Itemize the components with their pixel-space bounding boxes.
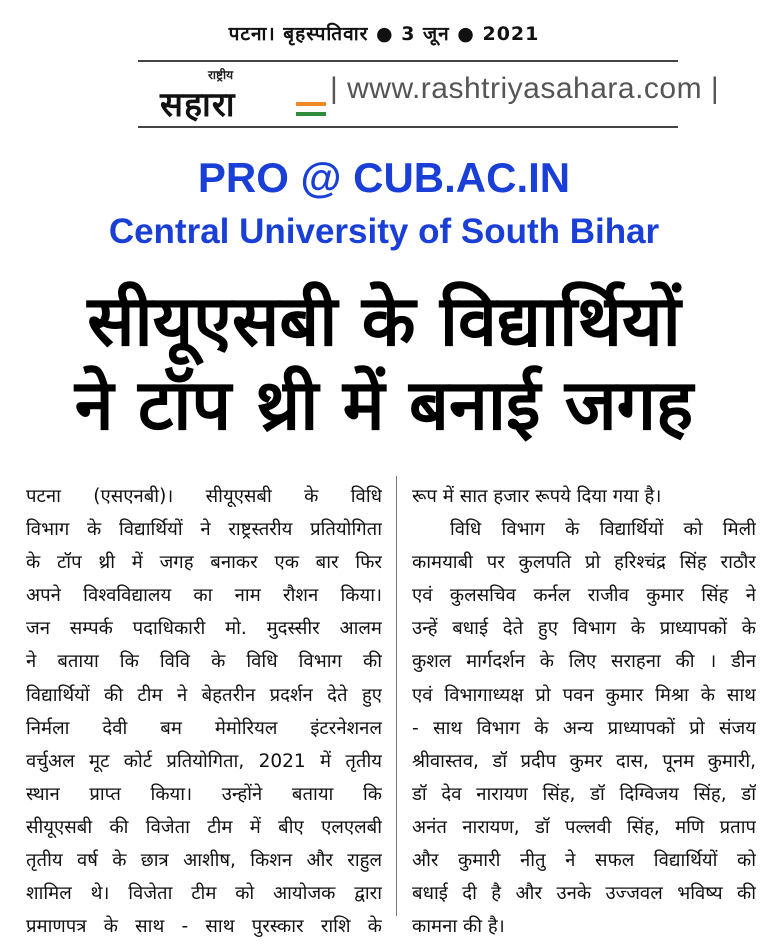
article-line: शामिल थे। विजेता टीम को आयोजक द्वारा <box>26 883 382 905</box>
masthead-rule-bottom <box>138 126 678 128</box>
article-line: कामना की है। <box>412 916 505 938</box>
website-url: | www.rashtriyasahara.com | <box>330 72 720 105</box>
article-line: तृतीय वर्ष के छात्र आशीष, किशन और राहुल <box>26 850 382 872</box>
article-line: वर्चुअल मूट कोर्ट प्रतियोगिता, 2021 में तृतीय <box>26 750 382 772</box>
article-line: विद्यार्थियों की टीम ने बेहतरीन प्रदर्शन देते हुए <box>26 684 382 706</box>
article-line: - साथ विभाग के अन्य प्राध्यापकों प्रो संजय <box>412 717 756 739</box>
article-line: विभाग के विद्यार्थियों ने राष्ट्रस्तरीय प्रतियोगिता <box>26 519 382 541</box>
article-line: डॉ देव नारायण सिंह, डॉ दिग्विजय सिंह, डॉ <box>412 783 756 805</box>
article-line: निर्मला देवी बम मेमोरियल इंटरनेशनल <box>26 717 382 739</box>
article-column-right <box>412 480 756 943</box>
article-line: रूप में सात हजार रूपये दिया गया है। <box>412 486 662 507</box>
flag-stripe <box>296 102 326 106</box>
flag-icon <box>296 102 326 116</box>
logo-small-text: राष्ट्रीय <box>208 68 234 82</box>
article-line: एवं कुलसचिव कर्नल राजीव कुमार सिंह ने <box>412 585 756 607</box>
flag-stripe <box>296 107 326 111</box>
article-line: पटना (एसएनबी)। सीयूएसबी के विधि <box>26 486 382 507</box>
article-line: अनंत नारायण, डॉ पल्लवी सिंह, मणि प्रताप <box>412 816 756 838</box>
flag-stripe <box>296 112 326 116</box>
article-line: कामयाबी पर कुलपति प्रो हरिश्चंद्र सिंह राठौर <box>412 552 756 574</box>
article-line: कुशल मार्गदर्शन के लिए सराहना की । डीन <box>412 651 756 673</box>
article-line: जन सम्पर्क पदाधिकारी मो. मुदस्सीर आलम <box>26 618 382 640</box>
article-line: बधाई दी है और उनके उज्जवल भविष्य की <box>412 883 756 905</box>
logo-main-text: सहारा <box>160 85 236 125</box>
pro-email: PRO @ CUB.AC.IN <box>197 154 571 201</box>
newspaper-logo <box>160 66 330 124</box>
article-line: और कुमारी नीतु ने सफल विद्यार्थियों को <box>412 850 756 872</box>
article-line: के टॉप थ्री में जगह बनाकर एक बार फिर <box>26 552 382 574</box>
article-line: विधि विभाग के विद्यार्थियों को मिली <box>450 519 756 541</box>
column-divider <box>396 476 397 916</box>
dateline: पटना। बृहस्पतिवार ● 3 जून ● 2021 <box>228 23 540 45</box>
article-line: श्रीवास्तव, डॉ प्रदीप कुमर दास, पूनम कुमारी, <box>412 750 756 772</box>
article-line: उन्हें बधाई देते हुए विभाग के प्राध्यापकों के <box>412 618 756 640</box>
masthead-rule-top <box>138 60 678 62</box>
article-line: सीयूएसबी की विजेता टीम में बीए एलएलबी <box>26 816 382 838</box>
article-column-left <box>26 480 382 943</box>
article-line: स्थान प्राप्त किया। उन्होंने बताया कि <box>26 783 382 805</box>
article-line: अपने विश्वविद्यालय का नाम रौशन किया। <box>26 585 382 607</box>
article-line: एवं विभागाध्यक्ष प्रो पवन कुमार मिश्रा के साथ <box>412 684 756 706</box>
article-line: प्रमाणपत्र के साथ - साथ पुरस्कार राशि के <box>26 916 382 938</box>
article-line: ने बताया कि विवि के विधि विभाग की <box>26 651 382 673</box>
headline-line-1: सीयूएसबी के विद्यार्थियों <box>87 280 681 362</box>
university-name: Central University of South Bihar <box>108 212 660 251</box>
headline-line-2: ने टॉप थ्री में बनाई जगह <box>74 364 694 446</box>
